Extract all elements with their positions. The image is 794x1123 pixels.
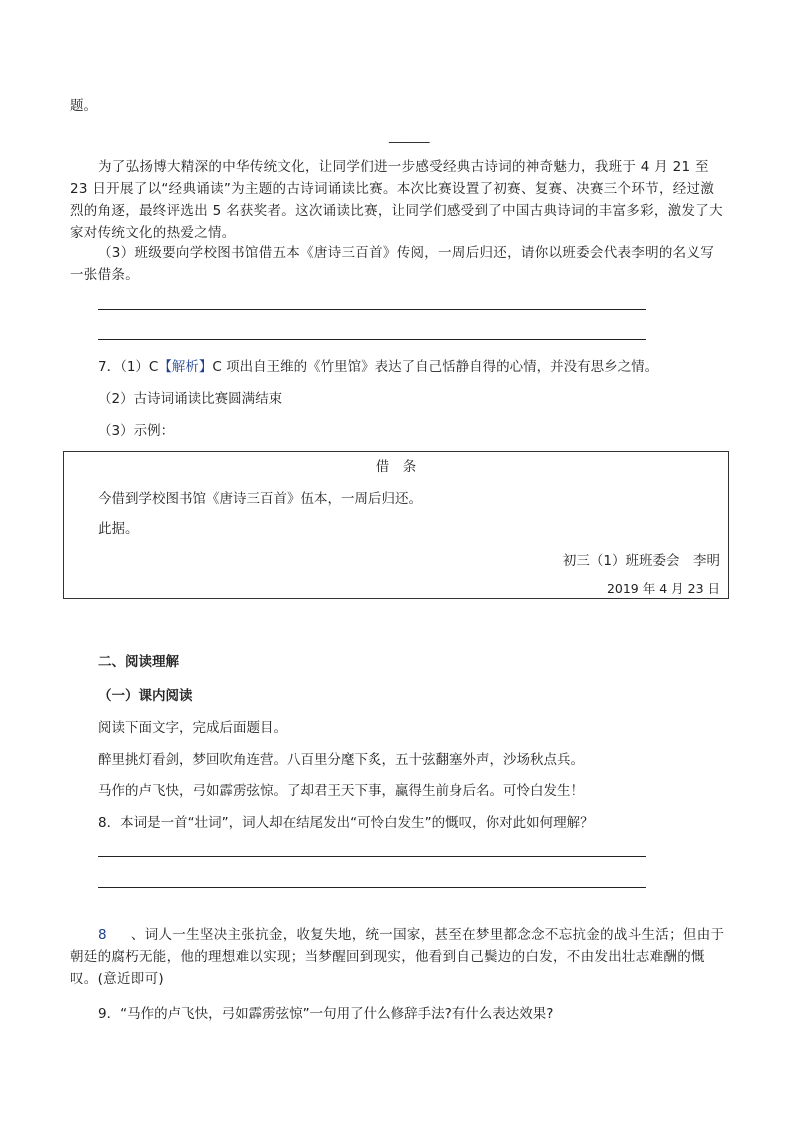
- iou-body: 今借到学校图书馆《唐诗三百首》伍本，一周后归还。: [98, 491, 422, 507]
- analysis-tag: 【解析】: [158, 359, 213, 375]
- answer-line: [98, 887, 646, 888]
- answer-line: [98, 339, 646, 340]
- poem-line-1: 醉里挑灯看剑，梦回吹角连营。八百里分麾下炙，五十弦翻塞外声，沙场秋点兵。: [98, 752, 584, 768]
- iou-title: 借 条: [375, 459, 417, 475]
- iou-closing: 此据。: [98, 521, 139, 537]
- answer-8: [70, 924, 726, 990]
- answer-8-body: 、词人一生坚决主张抗金，收复失地，统一国家，甚至在梦里都念念不忘抗金的战斗生活；但由于朝廷的腐朽无能，他的理想难以实现；当梦醒回到现实，他看到自己鬓边的白发，不由发出壮志难酬的慨叹。(意近即可): [70, 927, 725, 987]
- question-8: 8．本词是一首“壮词”，词人却在结尾发出“可怜白发生”的慨叹，你对此如何理解？: [98, 815, 594, 831]
- answer-8-number: 8: [98, 927, 107, 943]
- iou-note-box: [63, 451, 729, 599]
- subsection-heading: （一）课内阅读: [98, 688, 193, 704]
- question-3: （3）班级要向学校图书馆借五本《唐诗三百首》传阅，一周后归还，请你以班委会代表李明的名义写一张借条。: [70, 245, 715, 283]
- answer-7-2: （2）古诗词诵读比赛圆满结束: [98, 391, 283, 407]
- answer-7: [98, 355, 658, 375]
- answer-7-3: （3）示例：: [98, 423, 175, 439]
- question-9: 9．“马作的卢飞快，弓如霹雳弦惊”一句用了什么修辞手法?有什么表达效果?: [98, 1006, 554, 1022]
- iou-signer: 初三（1）班班委会 李明: [562, 553, 720, 569]
- intro-paragraph: 为了弘扬博大精深的中华传统文化，让同学们进一步感受经典古诗词的神奇魅力，我班于 4 月 21 至 23 日开展了以“经典诵读”为主题的古诗词诵读比赛。本次比赛设置了初赛、复赛、决赛三个环节，经过激烈的角逐，最终评选出 5 名获奖者。这次诵读比赛，让同学们感受到了中国古典诗词的丰富多彩，激发了大家对传统文化的热爱之情。: [70, 159, 723, 241]
- blank-dash: ______: [389, 128, 430, 144]
- answer-line: [98, 856, 646, 857]
- iou-date: 2019 年 4 月 23 日: [606, 581, 720, 596]
- answer-7-body: C 项出自王维的《竹里馆》表达了自己恬静自得的心情，并没有思乡之情。: [212, 359, 659, 375]
- answer-7-number: 7．（1）C: [98, 359, 159, 375]
- section-heading: 二、阅读理解: [98, 654, 179, 670]
- text-fragment: 题。: [70, 98, 97, 114]
- poem-line-2: 马作的卢飞快，弓如霹雳弦惊。了却君王天下事，赢得生前身后名。可怜白发生！: [98, 783, 584, 799]
- answer-line: [98, 309, 646, 310]
- reading-instruction: 阅读下面文字，完成后面题目。: [98, 720, 287, 736]
